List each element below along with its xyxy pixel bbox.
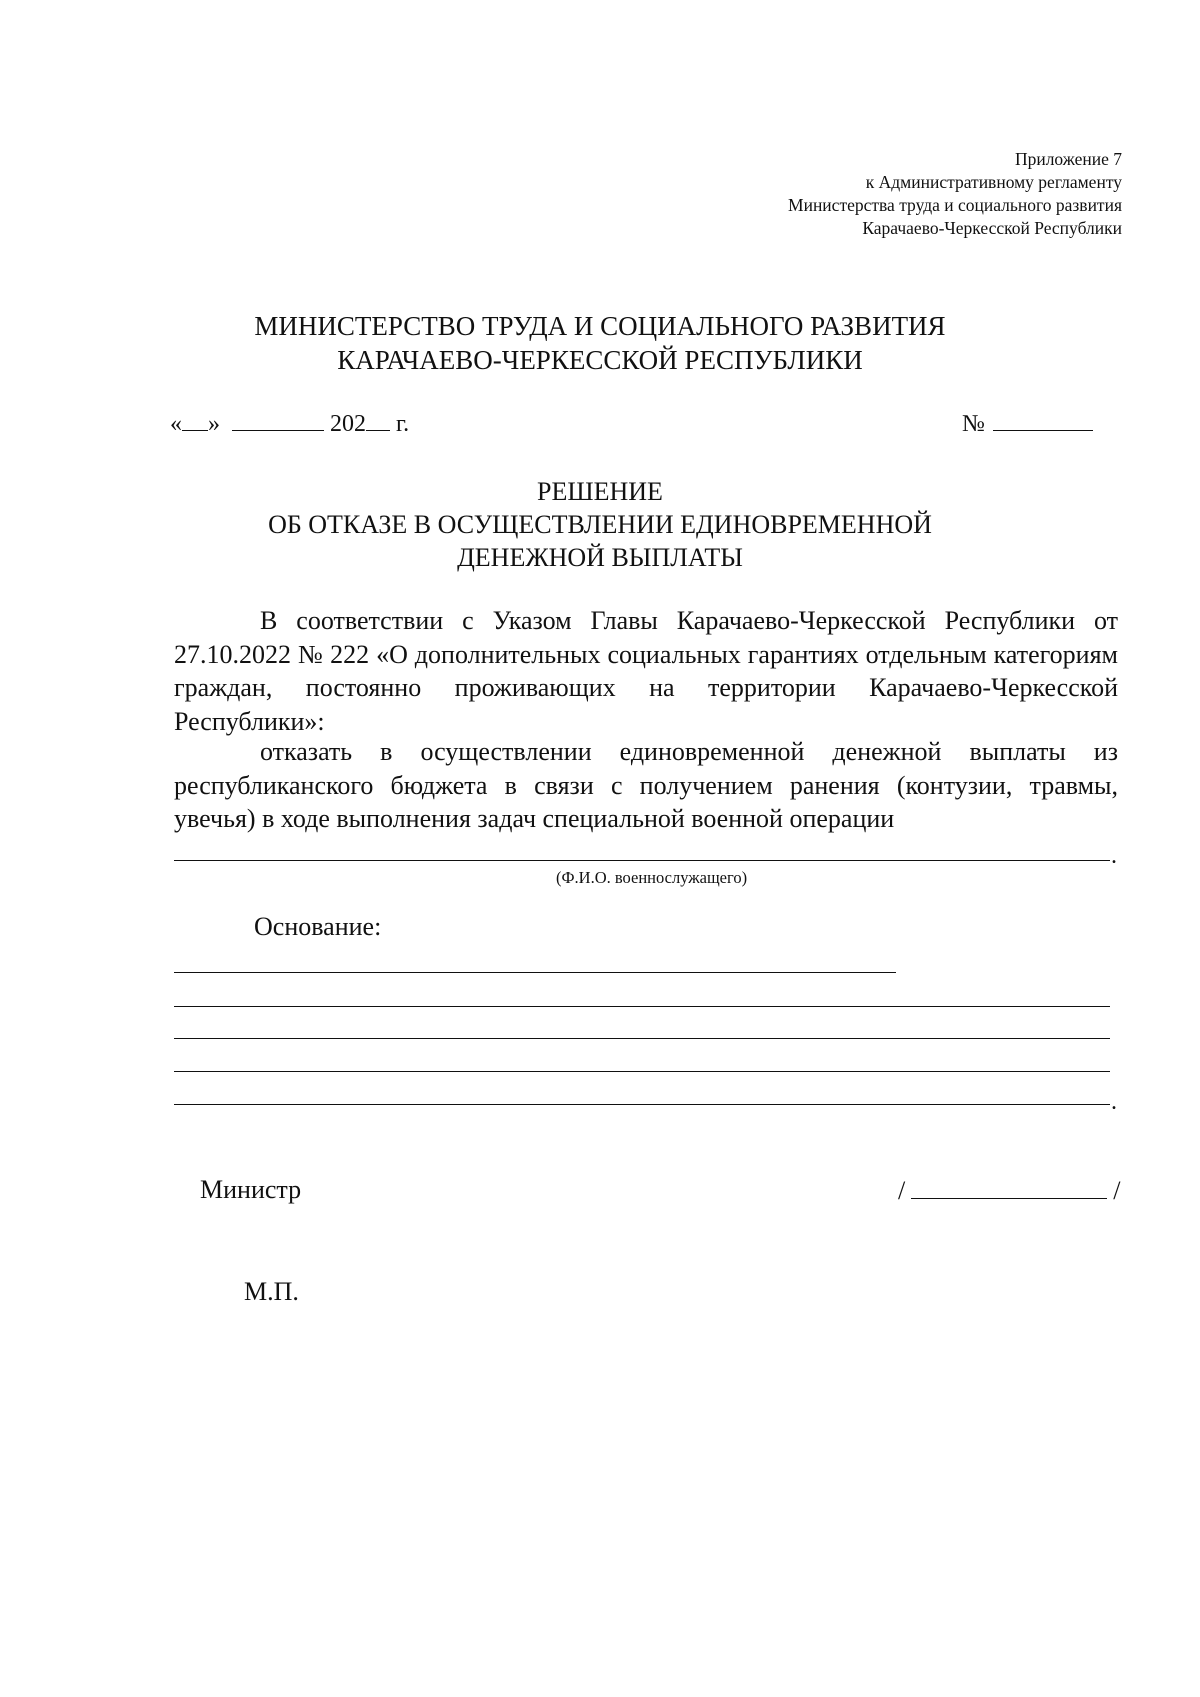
basis-line-1: [174, 972, 896, 973]
signature-slash-left: /: [898, 1176, 906, 1205]
paragraph-1-text: В соответствии с Указом Главы Карачаево-Черкесской Республики от 27.10.2022 № 222 «О дополнительных социальных гарантиях отдельным категориям граждан, постоянно проживающих на территории Карачаево-Черкесской Республики»:: [174, 606, 1118, 736]
paragraph-legal-basis: [174, 604, 1118, 738]
ministry-line-1: МИНИСТЕРСТВО ТРУДА И СОЦИАЛЬНОГО РАЗВИТИЯ: [254, 311, 946, 341]
minister-label: Министр: [200, 1175, 302, 1204]
annex-line-3: Министерства труда и социального развития: [788, 195, 1122, 215]
decision-line-2: ОБ ОТКАЗЕ В ОСУЩЕСТВЛЕНИИ ЕДИНОВРЕМЕННОЙ: [268, 510, 932, 539]
year-blank: [366, 408, 390, 431]
annex-line-1: Приложение 7: [1014, 149, 1122, 169]
number-field: [962, 408, 1093, 438]
fio-line-period: .: [1111, 843, 1117, 869]
signature-blank: [911, 1174, 1107, 1199]
fio-blank-line: [174, 860, 1110, 861]
date-year-suffix: г.: [396, 411, 410, 437]
fio-caption: (Ф.И.О. военнослужащего): [556, 868, 748, 887]
month-blank: [232, 408, 324, 431]
stamp-label: М.П.: [244, 1277, 299, 1306]
signature-slash-right: /: [1113, 1176, 1121, 1205]
date-open-quote: «: [170, 411, 182, 437]
basis-line-2: [174, 1006, 1110, 1007]
basis-line-period: .: [1111, 1089, 1117, 1115]
ministry-title: [150, 309, 1050, 377]
annex-line-4: Карачаево-Черкесской Республики: [862, 218, 1122, 238]
number-blank: [993, 408, 1093, 431]
day-blank: [182, 408, 208, 431]
basis-line-5: [174, 1104, 1110, 1105]
annex-line-2: к Административному регламенту: [865, 172, 1122, 192]
number-label: №: [962, 411, 985, 437]
signature-field: [898, 1174, 1120, 1207]
decision-line-3: ДЕНЕЖНОЙ ВЫПЛАТЫ: [457, 543, 743, 572]
decision-line-1: РЕШЕНИЕ: [537, 477, 663, 506]
annex-header: [788, 148, 1122, 240]
decision-title: [150, 475, 1050, 574]
paragraph-2-text: отказать в осуществлении единовременной денежной выплаты из республиканского бюджета в связи с получением ранения (контузии, травмы, увечья) в ходе выполнения задач специальной военной операции: [174, 737, 1118, 833]
ministry-line-2: КАРАЧАЕВО-ЧЕРКЕССКОЙ РЕСПУБЛИКИ: [337, 345, 863, 375]
date-field: [170, 408, 409, 438]
paragraph-refusal: [174, 735, 1118, 836]
basis-line-4: [174, 1071, 1110, 1072]
date-year: 202: [330, 411, 366, 437]
basis-label: Основание:: [254, 912, 382, 941]
date-close-quote: »: [208, 411, 220, 437]
basis-line-3: [174, 1038, 1110, 1039]
